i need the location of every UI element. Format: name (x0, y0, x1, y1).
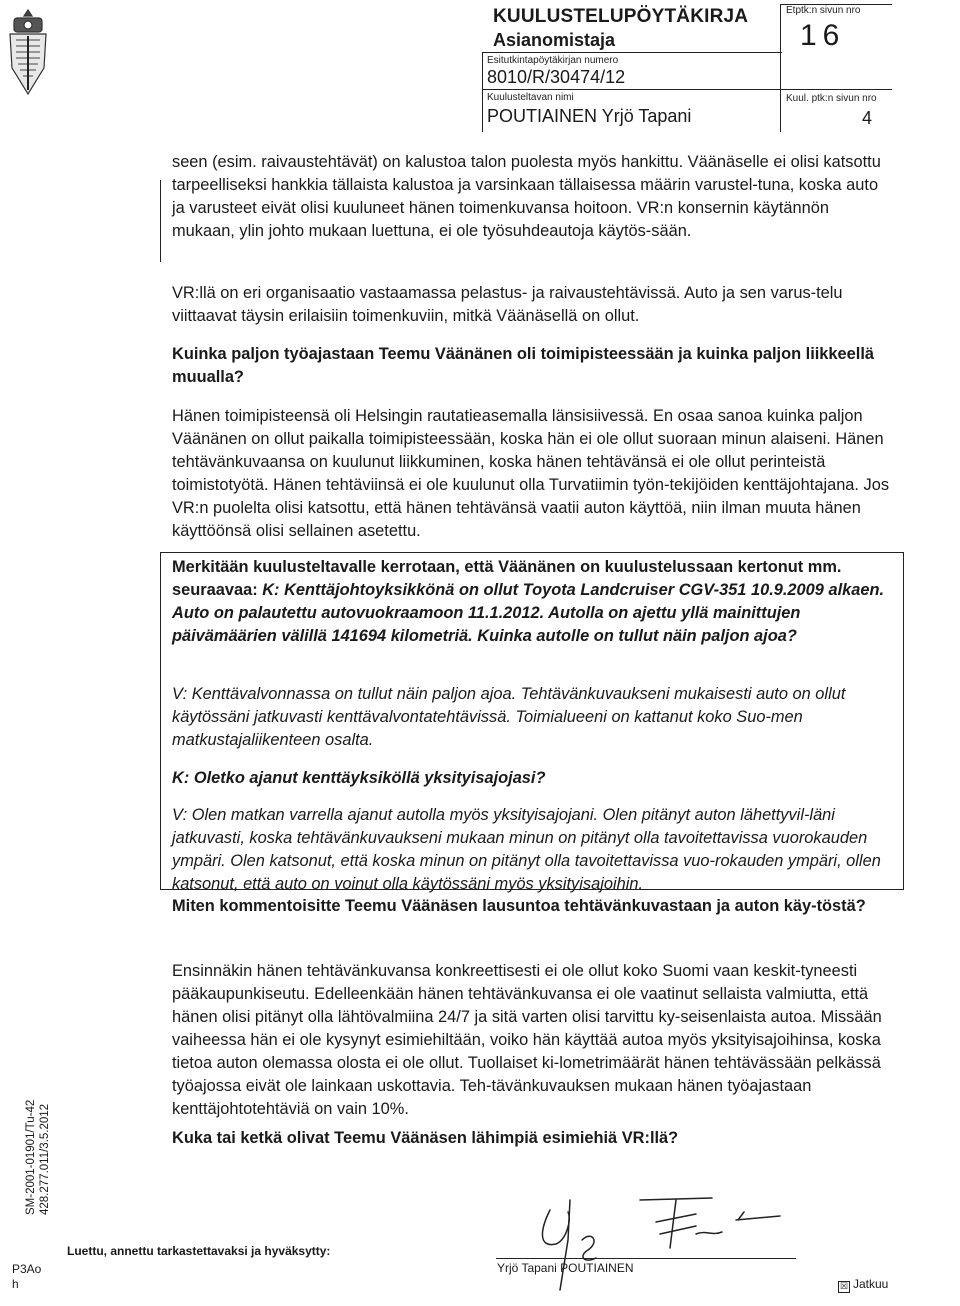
header-hline-1 (482, 52, 782, 53)
answer-1: Hänen toimipisteensä oli Helsingin rautatieasemalla länsisiivessä. En osaa sanoa kuinka paljon Väänänen on ollut paikalla toimipisteessään, koska hän ei ole ollut suoraan minun alaiseni. Hänen tehtävänkuvaansa on kuulunut liikkuminen, koska hänen tehtävänsä ei ole ollut perinteistä toimistotyötä. Hänen tehtäviinsä ei ole kuulunut olla Turvatiimin työn-tekijöiden kenttäjohtajana. Jos VR:n puolelta olisi katsottu, että hänen tehtävänsä vaatii auton käyttöä, niin ilman muuta hänen käyttöönsä olisi sellainen asetettu. (172, 407, 890, 540)
form-code-1: P3Ao (12, 1262, 42, 1276)
statement-question-2: K: Oletko ajanut kenttäyksiköllä yksityisajojasi? (172, 769, 546, 787)
signer-name: Yrjö Tapani POUTIAINEN (497, 1261, 634, 1275)
person-name-label: Kuulusteltavan nimi (487, 92, 574, 103)
document-type: KUULUSTELUPÖYTÄKIRJA (493, 6, 749, 27)
page-number-label: Etptk:n sivun nro (786, 5, 861, 16)
record-number: 8010/R/30474/12 (487, 67, 626, 87)
signature-line (496, 1258, 796, 1259)
header-hline-2 (482, 89, 892, 90)
margin-mark (160, 180, 161, 262)
paragraph-2: VR:llä on eri organisaatio vastaamassa pelastus- ja raivaustehtävissä. Auto ja sen varus-telu viittaavat täysin erilaisiin toimenkuviin, mitkä Väänäsellä on ollut. (172, 284, 843, 325)
paragraph-1: seen (esim. raivaustehtävät) on kalustoa talon puolesta myös hankittu. Väänäselle ei olisi katsottu tarpeelliseksi hankkia tällaista kalustoa ja varsinkaan tällaisessa määrin varustel-tuna, koska auto ja varusteet eivät olisi kuuluneet hänen toimenkuvansa hoitoon. VR:n konsernin käytännön mukaan, ylin johto mukaan luettuna, ei ole työsuhdeautoja käytös-sään. (172, 153, 881, 240)
signature-icon (500, 1190, 800, 1300)
police-emblem-icon (4, 6, 52, 98)
statement-intro: Merkitään kuulusteltavalle kerrotaan, että Väänänen on kuulustelussaan kertonut mm. seuraavaa: (172, 558, 842, 599)
record-number-label: Esitutkintapöytäkirjan numero (487, 55, 619, 66)
sub-page-label: Kuul. ptk:n sivun nro (786, 93, 877, 104)
continues-label: Jatkuu (853, 1277, 889, 1291)
form-code-2: h (12, 1277, 19, 1291)
side-code-1: SM-2001-01901/Tu-42 (25, 1099, 37, 1215)
form-side-code (24, 1100, 52, 1215)
sub-page-number: 4 (862, 108, 873, 128)
page-number: 16 (800, 19, 846, 52)
side-code-2: 428.277.011/3.5.2012 (39, 1103, 51, 1215)
continues-checkbox: ☒ (839, 1281, 849, 1291)
quoted-statement (172, 556, 890, 648)
question-1: Kuinka paljon työajastaan Teemu Väänänen oli toimipisteessään ja kuinka paljon liikkeellä muualla? (172, 345, 874, 386)
form-code (12, 1262, 41, 1292)
statement-question: K: Kenttäjohtoyksikkönä on ollut Toyota Landcruiser CGV-351 10.9.2009 alkaen. Auto on palautettu autovuokraamoon 11.1.2012. Autolla on ajettu yllä mainittujen päivämäärien välillä 141694 kilometriä. Kuinka autolle on tullut näin paljon ajoa? (172, 581, 885, 645)
header-vline-left (482, 52, 483, 132)
read-confirmation: Luettu, annettu tarkastettavaksi ja hyväksytty: (67, 1244, 331, 1258)
statement-answer-2: V: Olen matkan varrella ajanut autolla myös yksityisajojani. Olen pitänyt auton lähettyvil-läni jatkuvasti, koska tehtävänkuvaukseni mukaan minun on pitänyt olla tavoitettavissa vuorokauden ympäri. Olen katsonut, että koska minun on pitänyt olla tavoitettavissa vuo-rokauden ympäri, ollen katsonut, että auto on voinut olla käytössäni myös yksityisajoihin. (172, 806, 881, 893)
continues-indicator (838, 1277, 888, 1292)
question-2: Miten kommentoisitte Teemu Väänäsen lausuntoa tehtävänkuvastaan ja auton käy-töstä? (172, 897, 866, 915)
subject-role: Asianomistaja (493, 30, 616, 50)
header-vline-right (780, 4, 781, 132)
person-name: POUTIAINEN Yrjö Tapani (487, 106, 692, 126)
statement-answer-1: V: Kenttävalvonnassa on tullut näin paljon ajoa. Tehtävänkuvaukseni mukaisesti auto on ollut käytössäni jatkuvasti kenttävalvontatehtävissä. Toimialueeni on kattanut koko Suo-men matkustajaliikenteen osalta. (172, 685, 846, 749)
answer-2: Ensinnäkin hänen tehtävänkuvansa konkreettisesti ei ole ollut koko Suomi vaan keskit-tyneesti pääkaupunkiseutu. Edelleenkään hänen tehtävänkuvansa ei ole vaatinut sellaista valmiutta, että hänen olisi pitänyt olla lähtövalmiina 24/7 ja sitä varten olisi tarvittu ky-seisenlaista autoa. Missään vaiheessa hän ei ole kysynyt esimiehiltään, voiko hän käyttää autoa myös yksityisajoihinsa, koska tietoa auton olemassa olosta ei ole ollut. Tuollaiset ki-lometrimäärät hänen tehtävässään pelkässä työajossa eivät ole lainkaan uskottavia. Teh-tävänkuvauksen mukaan hänen työajastaan kenttäjohtotehtäviä on vain 10%. (172, 962, 882, 1118)
question-3: Kuka tai ketkä olivat Teemu Väänäsen lähimpiä esimiehiä VR:llä? (172, 1129, 679, 1147)
